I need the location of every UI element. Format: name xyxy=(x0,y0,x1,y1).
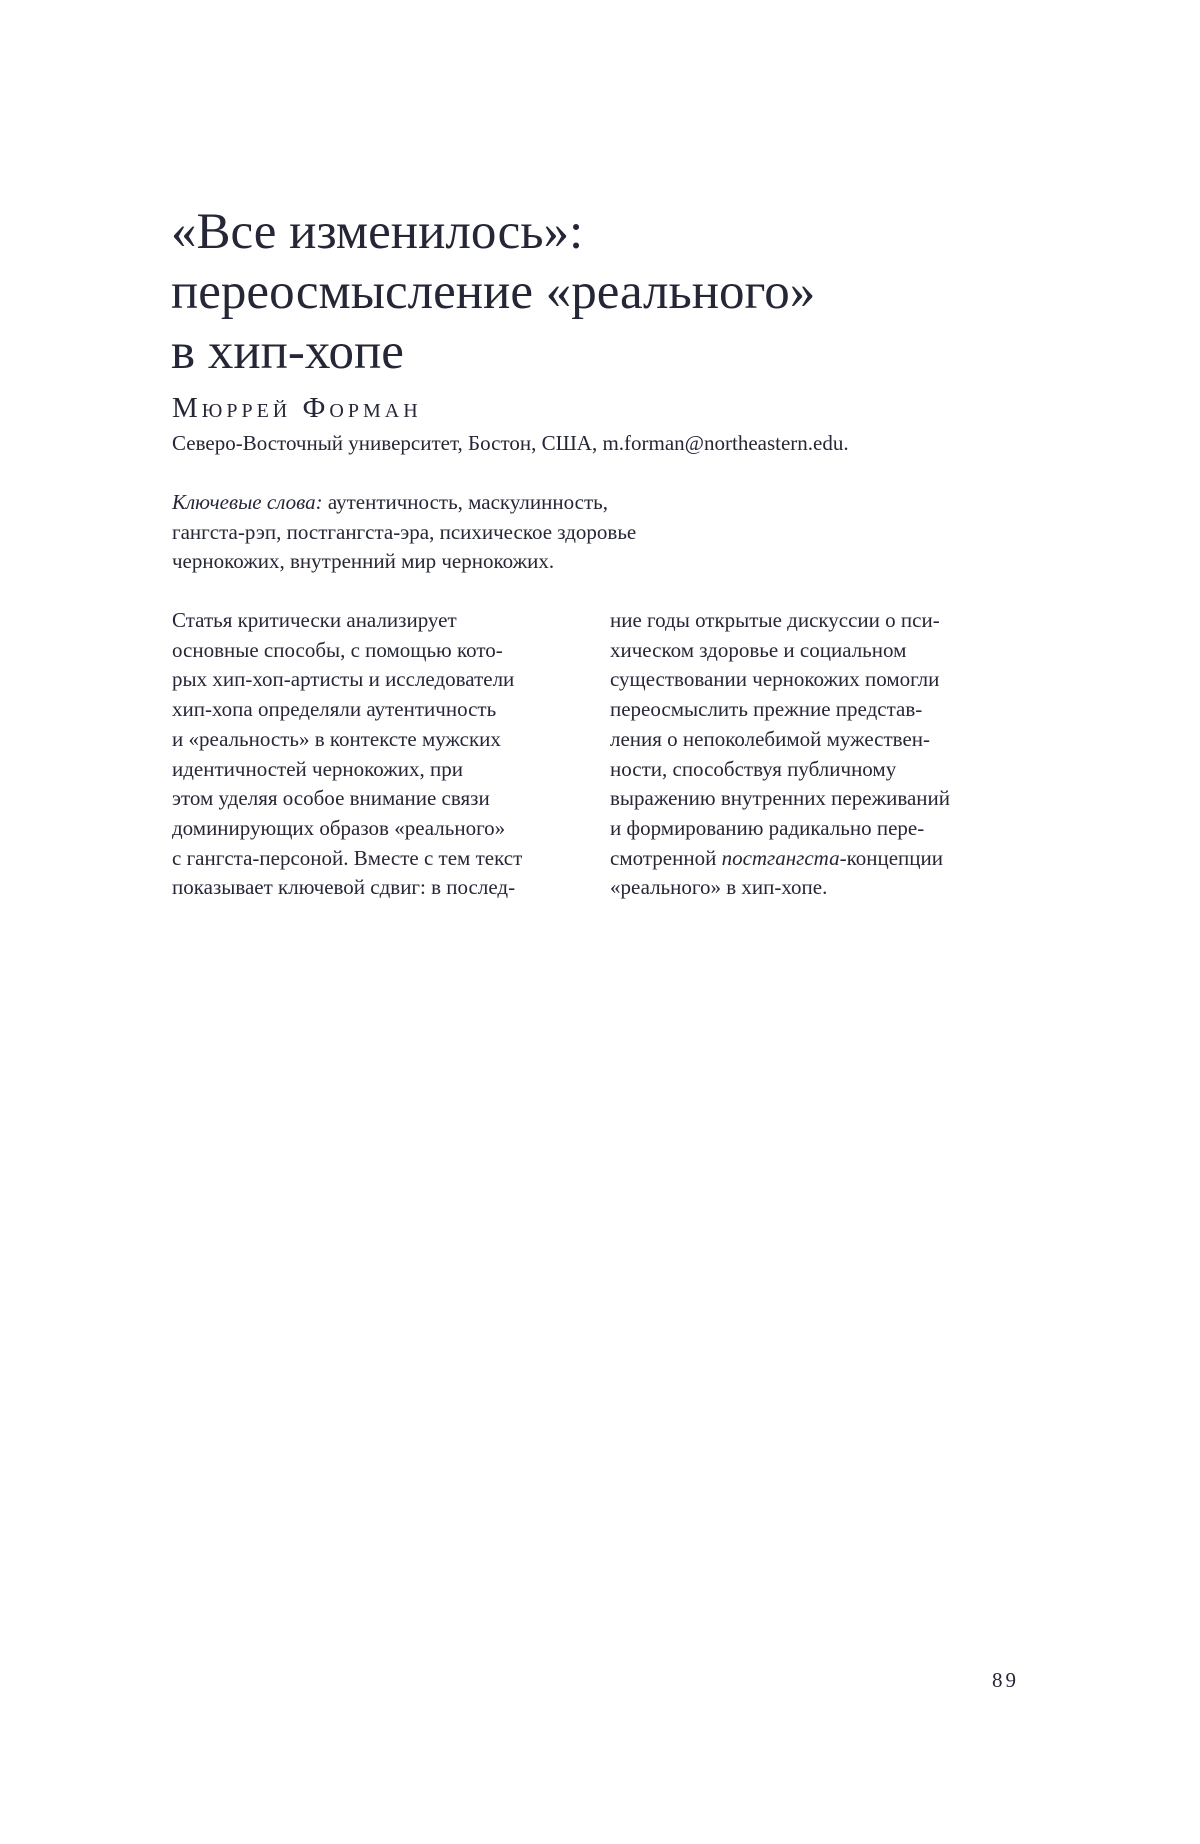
page-number: 89 xyxy=(992,1668,1019,1692)
abstract-line: рых хип-хоп-артисты и исследователи xyxy=(172,667,515,692)
keywords-text-1: аутентичность, маскулинность, xyxy=(322,490,608,514)
title-line-1: «Все изменилось»: xyxy=(171,204,584,260)
author-affiliation: Северо-Восточный университет, Бостон, США, m.forman@northeastern.edu. xyxy=(172,431,849,455)
abstract-line: и формированию радикально пере- xyxy=(610,815,925,840)
keywords-line-2: гангста-рэп, постгангста-эра, психическое здоровье xyxy=(172,519,637,544)
author-name: Мюррей Форман xyxy=(172,392,422,424)
abstract-column-left xyxy=(172,606,592,903)
abstract-line: ности, способствуя публичному xyxy=(610,756,897,781)
abstract-line: Статья критически анализирует xyxy=(172,608,457,632)
abstract-line: этом уделяя особое внимание связи xyxy=(172,786,490,811)
keywords-line-3: чернокожих, внутренний мир чернокожих. xyxy=(172,549,555,573)
abstract-line: хическом здоровье и социальном xyxy=(610,637,907,662)
abstract-line: выражению внутренних переживаний xyxy=(610,786,950,811)
title-line-3: в хип-хопе xyxy=(171,324,404,380)
abstract-line: показывает ключевой сдвиг: в послед- xyxy=(172,875,516,900)
abstract-line: существовании чернокожих помогли xyxy=(610,667,940,692)
keywords-block xyxy=(172,488,812,577)
abstract-fragment: -концепции xyxy=(839,845,943,870)
abstract-line: доминирующих образов «реального» xyxy=(172,815,506,840)
article-title xyxy=(171,202,971,382)
keywords-line-1 xyxy=(172,488,812,518)
abstract-line-with-italic xyxy=(610,844,1040,874)
abstract-line: хип-хопа определяли аутентичность xyxy=(172,697,497,722)
abstract-line: «реального» в хип-хопе. xyxy=(610,875,828,900)
abstract-line: ние годы открытые дискуссии о пси- xyxy=(610,608,940,632)
abstract-line: и «реальность» в контексте мужских xyxy=(172,726,501,751)
title-line-2: переосмысление «реального» xyxy=(171,264,816,320)
abstract-line: переосмыслить прежние представ- xyxy=(610,697,923,722)
abstract-line: с гангста-персоной. Вместе с тем текст xyxy=(172,845,523,870)
abstract-column-right xyxy=(610,606,1040,903)
abstract-italic-term: постгангста xyxy=(721,845,840,870)
abstract-line: идентичностей чернокожих, при xyxy=(172,756,463,781)
abstract-line: основные способы, с помощью кото- xyxy=(172,637,503,662)
abstract-fragment: смотренной xyxy=(610,845,722,870)
abstract-line: ления о непоколебимой мужествен- xyxy=(610,726,931,751)
keywords-label: Ключевые слова: xyxy=(172,490,323,514)
